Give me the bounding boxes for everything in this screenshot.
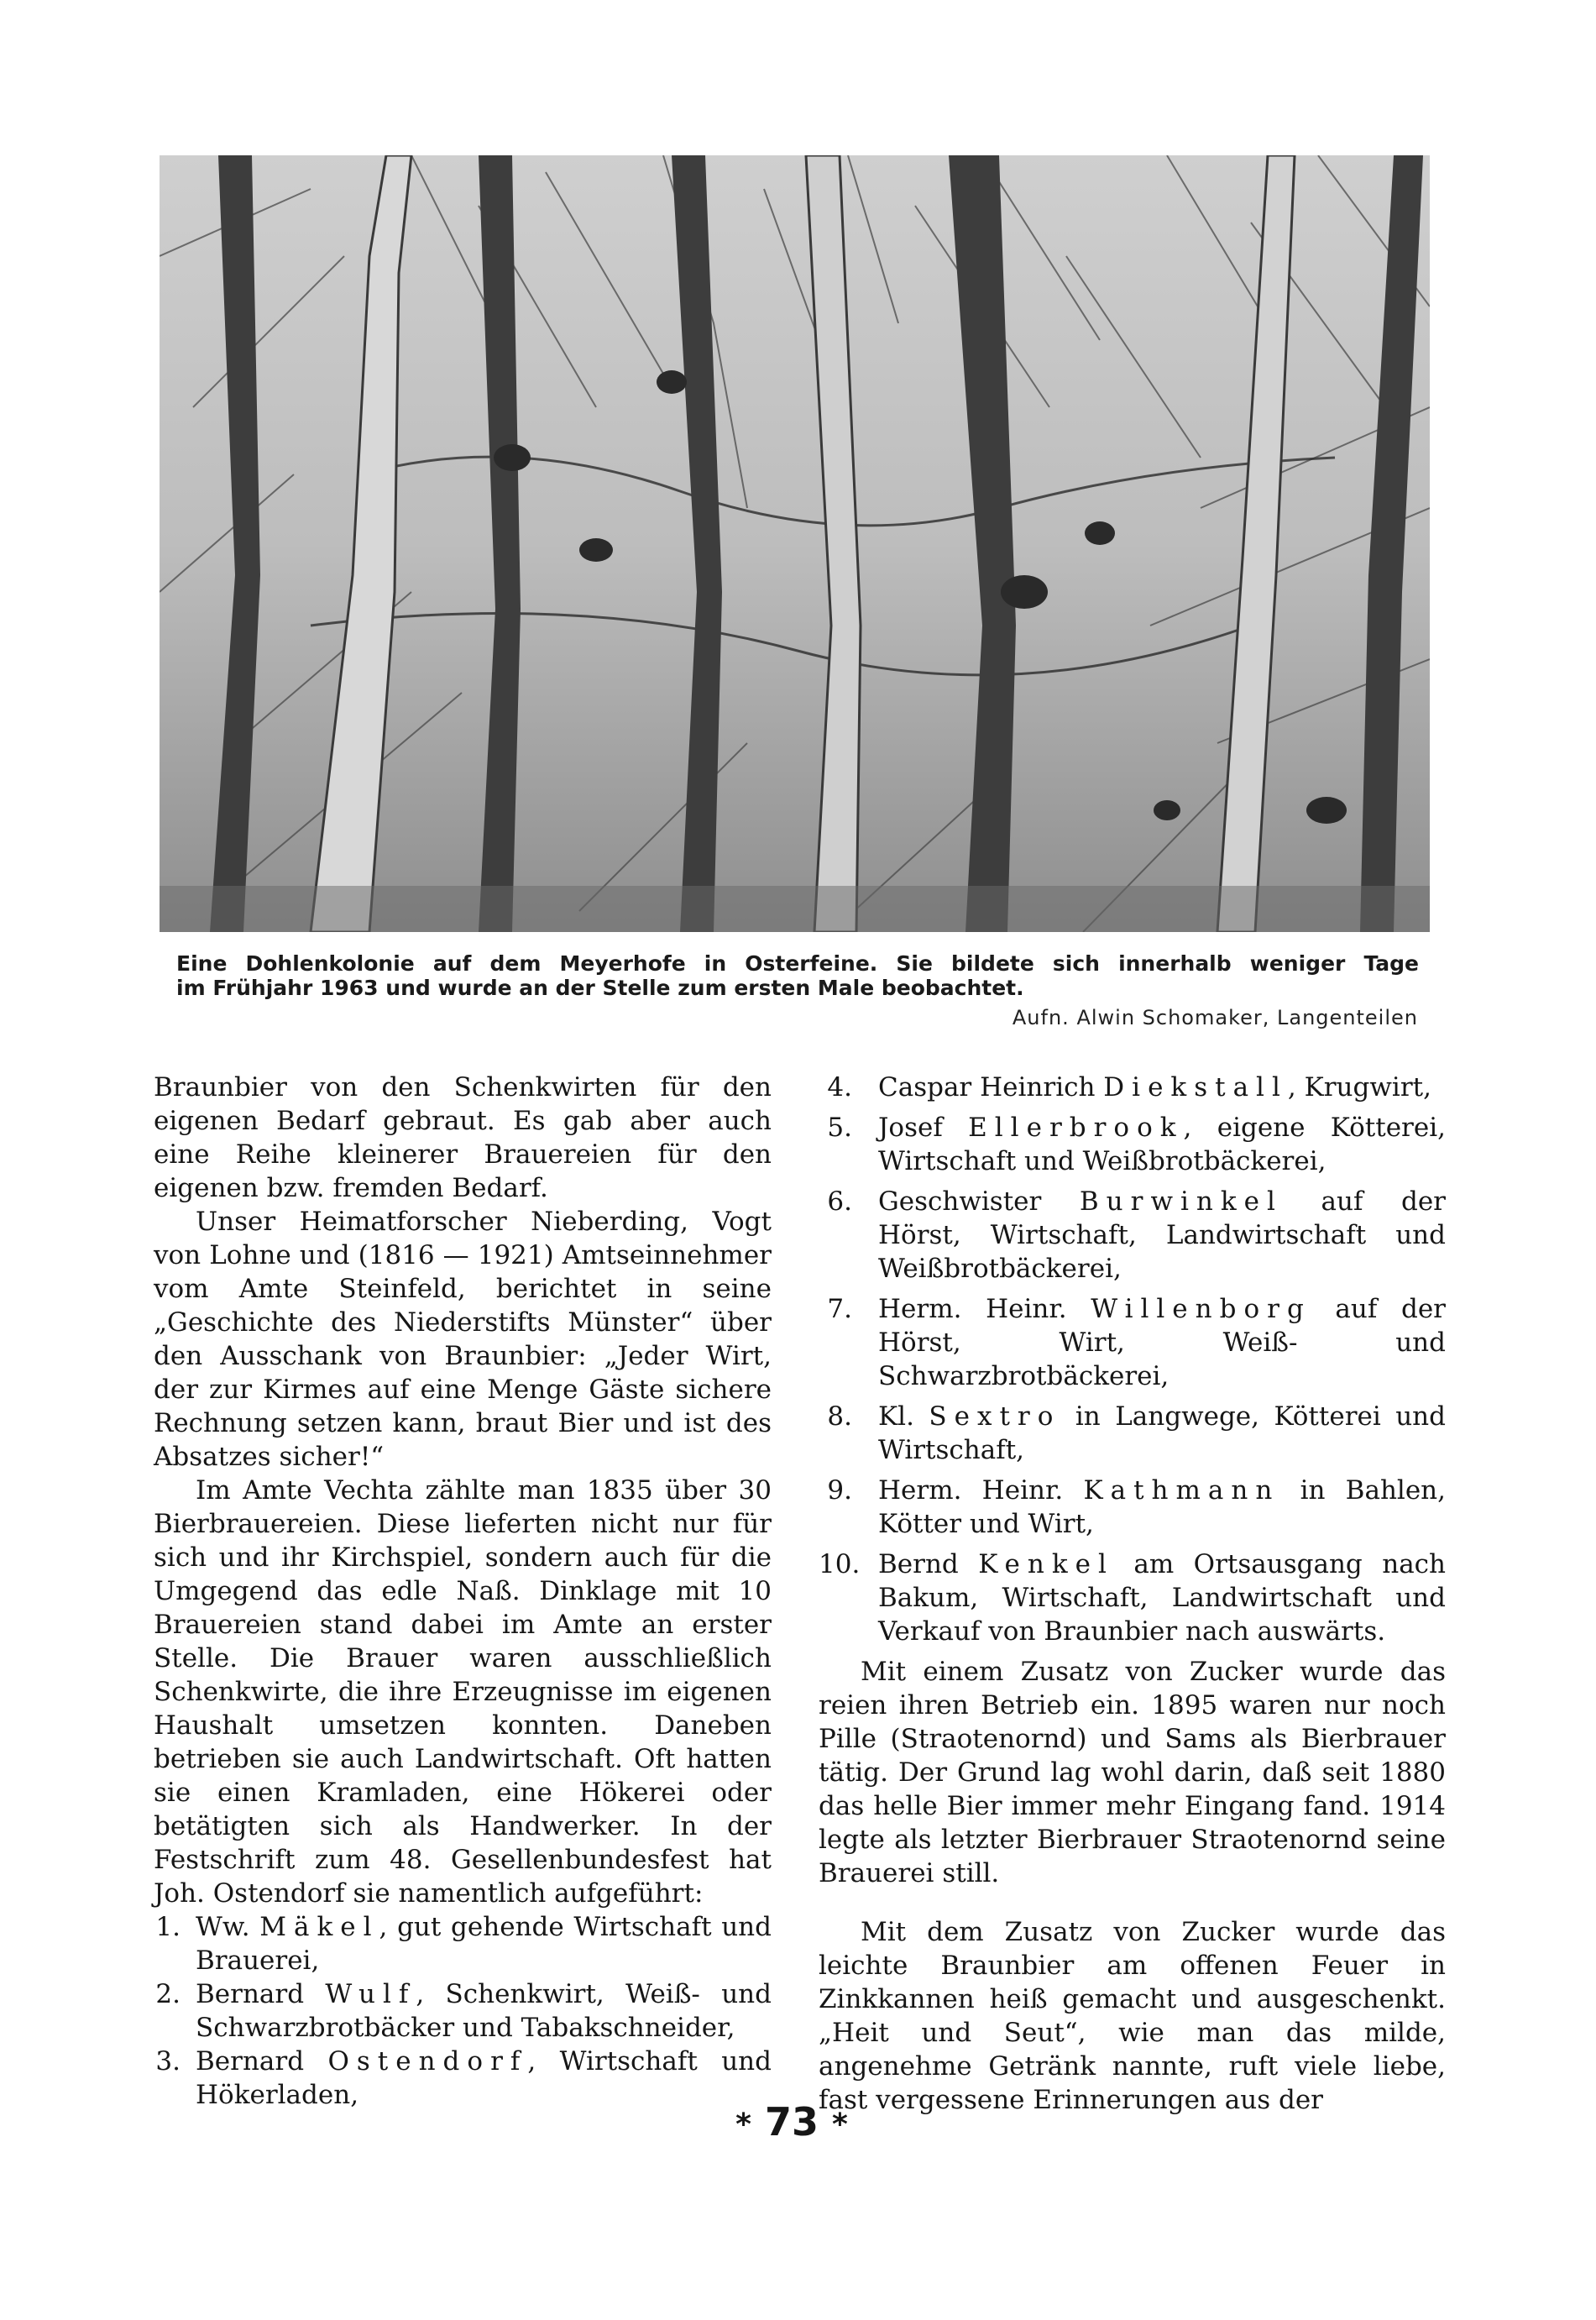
paragraph: Unser Heimatforscher Nieberding, Vogt von Lohne und (1816 — 1921) Amtseinnehmer vom Amte Steinfeld, berichtet in seine „Geschichte des Niederstifts Münster“ über den Ausschank von Braunbier: „Jeder Wirt, der zur Kirmes auf eine Menge Gäste sichere Rechnung setzen kann, braut Bier und ist des Absatzes sicher!“ [154, 1207, 772, 1472]
photo-trees-illustration [160, 155, 1430, 932]
list-item [819, 1185, 1446, 1286]
list-suffix: , Krugwirt, [1287, 1072, 1431, 1102]
list-number: 6. [827, 1186, 852, 1217]
list-number: 3. [155, 2046, 181, 2076]
list-prefix: Bernd [878, 1549, 979, 1579]
page-number-value: 73 [764, 2099, 819, 2145]
paragraph: Braunbier von den Schenkwirten für den eigenen Bedarf gebraut. Es gab aber auch eine Reihe kleinerer Brauereien für den eigenen bzw. fremden Bedarf. [154, 1072, 772, 1203]
list-number: 2. [155, 1979, 181, 2009]
photo-caption [176, 951, 1419, 1000]
list-prefix: Ww. [196, 1912, 260, 1942]
list-item [819, 1474, 1446, 1541]
list-item [819, 1111, 1446, 1178]
list-item [819, 1400, 1446, 1467]
caption-line-2: im Frühjahr 1963 und wurde an der Stelle zum ersten Male beobachtet. [176, 976, 1024, 1000]
list-text [196, 1910, 772, 1977]
list-text [878, 1185, 1446, 1286]
list-number: 10. [819, 1549, 861, 1579]
list-number: 1. [155, 1912, 181, 1942]
list-text [878, 1400, 1446, 1467]
text-column-left [154, 1071, 772, 2112]
list-text [878, 1548, 1446, 1648]
list-text [878, 1474, 1446, 1541]
list-suffix: , Wirtschaft und Hökerladen, [196, 2046, 772, 2110]
list-suffix: , eigene Kötterei, Wirtschaft und Weißbrotbäckerei, [878, 1113, 1446, 1176]
list-text [878, 1071, 1446, 1104]
list-suffix: auf der Hörst, Wirt, Weiß- und Schwarzbrotbäckerei, [878, 1294, 1446, 1391]
list-suffix: am Ortsausgang nach Bakum, Wirtschaft, Landwirtschaft und Verkauf von Braunbier nach auswärts. [878, 1549, 1447, 1647]
list-suffix: , gut gehende Wirtschaft und Brauerei, [196, 1912, 772, 1976]
list-text [878, 1292, 1446, 1393]
list-prefix: Herm. Heinr. [878, 1294, 1091, 1324]
list-item [154, 1977, 772, 2045]
page-number [708, 2099, 876, 2145]
list-name: Sextro [929, 1401, 1061, 1432]
paragraph: Mit einem Zusatz von Zucker wurde das reien ihren Betrieb ein. 1895 waren nur noch Pille (Straotenornd) und Sams als Bierbrauer tätig. Der Grund lag wohl darin, daß seit 1880 das helle Bier immer mehr Eingang fand. 1914 legte als letzter Bierbrauer Straotenornd seine Brauerei still. [819, 1657, 1446, 1888]
paragraph: Im Amte Vechta zählte man 1835 über 30 Bierbrauereien. Diese lieferten nicht nur für sich und ihr Kirchspiel, sondern auch für die Umgegend das edle Naß. Dinklage mit 10 Brauereien stand dabei im Amte an erster Stelle. Die Brauer waren ausschließlich Schenkwirte, die ihre Erzeugnisse im eigenen Haushalt umsetzen konnten. Daneben betrieben sie auch Landwirtschaft. Oft hatten sie einen Kramladen, eine Hökerei oder betätigten sich als Handwerker. In der Festschrift zum 48. Gesellenbundesfest hat Joh. Ostendorf sie namentlich aufgeführt: [154, 1475, 772, 1909]
list-name: Kenkel [978, 1549, 1114, 1579]
list-text [196, 2045, 772, 2112]
list-prefix: Caspar Heinrich [878, 1072, 1104, 1102]
list-item [819, 1548, 1446, 1648]
list-text [196, 1977, 772, 2045]
list-name: Willenborg [1091, 1294, 1311, 1324]
list-name: Burwinkel [1079, 1186, 1283, 1217]
list-name: Diekstall [1103, 1072, 1288, 1102]
list-item [154, 2045, 772, 2112]
list-prefix: Herm. Heinr. [878, 1475, 1084, 1506]
list-name: Mäkel [259, 1912, 379, 1942]
list-prefix: Bernard [196, 1979, 326, 2009]
photo-jackdaw-colony [160, 155, 1430, 932]
paragraph: Mit dem Zusatz von Zucker wurde das leichte Braunbier am offenen Feuer in Zinkkannen heiß gemacht und ausgeschenkt. „Heit und Seut“, wie man das milde, angenehme Getränk nannte, ruft viele liebe, fast vergessene Erinnerungen aus der [819, 1917, 1446, 2115]
text-column-right [819, 1071, 1446, 2117]
list-prefix: Geschwister [878, 1186, 1080, 1217]
list-name: Kathmann [1083, 1475, 1280, 1506]
photo-credit: Aufn. Alwin Schomaker, Langenteilen [1012, 1006, 1418, 1029]
list-name: Ostendorf [327, 2046, 528, 2076]
list-number: 9. [827, 1475, 852, 1506]
list-number: 4. [827, 1072, 852, 1102]
list-number: 8. [827, 1401, 852, 1432]
list-suffix: auf der Hörst, Wirtschaft, Landwirtschaft und Weißbrotbäckerei, [878, 1186, 1447, 1284]
list-name: Wulf [325, 1979, 416, 2009]
list-name: Ellerbrook [968, 1113, 1184, 1143]
list-suffix: , Schenkwirt, Weiß- und Schwarzbrotbäcker und Tabakschneider, [196, 1979, 772, 2043]
list-item [819, 1071, 1446, 1104]
list-prefix: Bernard [196, 2046, 328, 2076]
list-suffix: in Bahlen, Kötter und Wirt, [878, 1475, 1446, 1539]
list-number: 7. [827, 1294, 852, 1324]
list-item [819, 1292, 1446, 1393]
list-item [154, 1910, 772, 1977]
list-prefix: Kl. [878, 1401, 929, 1432]
star-icon: * [832, 2108, 848, 2142]
caption-line-1: Eine Dohlenkolonie auf dem Meyerhofe in Osterfeine. Sie bildete sich innerhalb weniger Tage [176, 951, 1419, 976]
list-suffix: in Langwege, Kötterei und Wirtschaft, [878, 1401, 1446, 1465]
star-icon: * [735, 2108, 751, 2142]
list-text [878, 1111, 1446, 1178]
list-number: 5. [827, 1113, 852, 1143]
list-prefix: Josef [878, 1113, 969, 1143]
